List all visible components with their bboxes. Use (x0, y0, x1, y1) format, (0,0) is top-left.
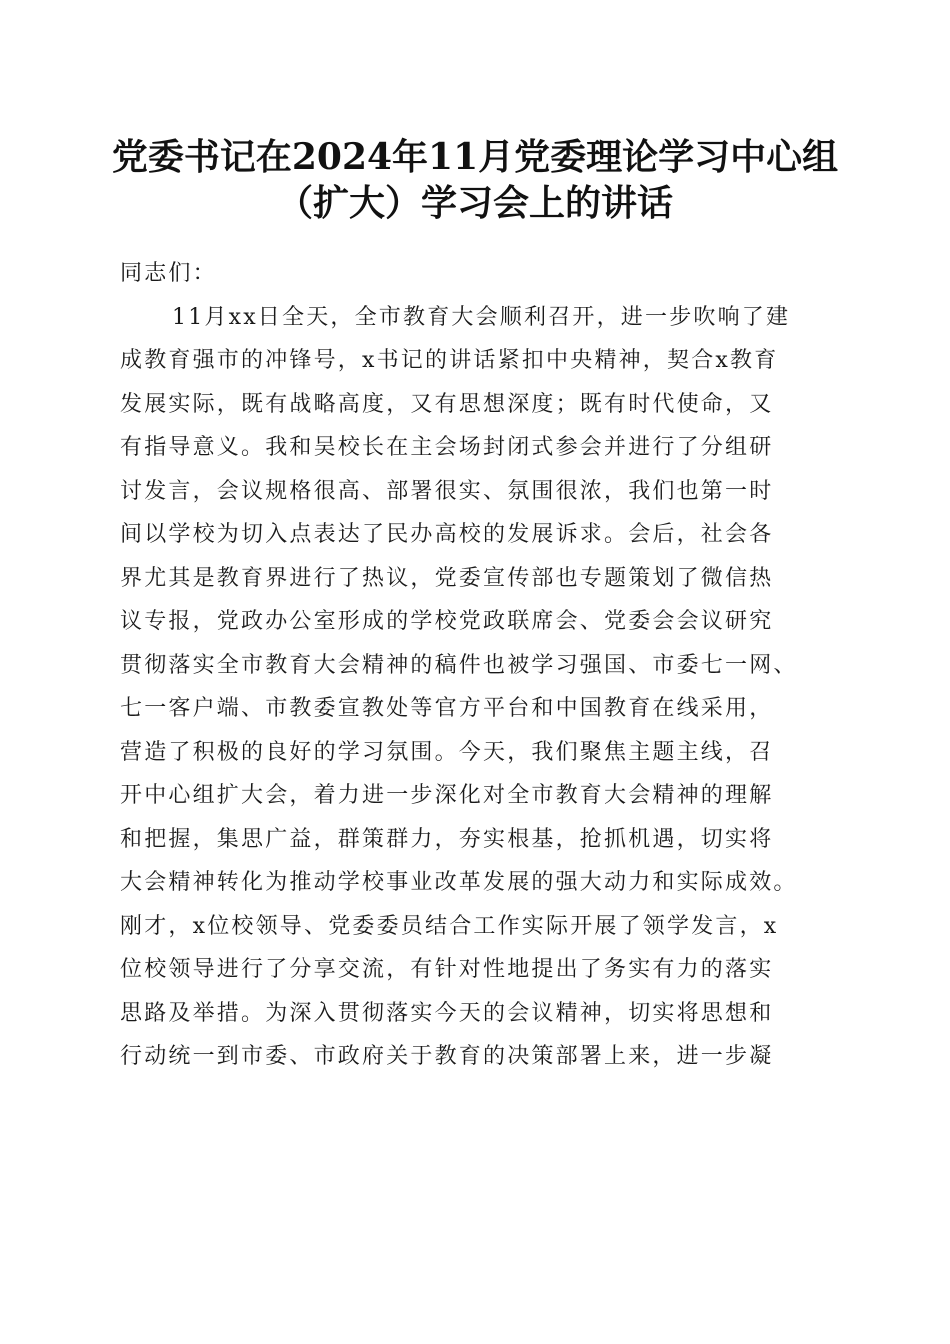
title-line-2: （扩大）学习会上的讲话 (276, 182, 673, 224)
paragraph-line: 有指导意义。我和吴校长在主会场封闭式参会并进行了分组研 (120, 435, 774, 460)
paragraph-line: 思路及举措。为深入贯彻落实今天的会议精神，切实将思想和 (120, 1000, 774, 1026)
paragraph-line: 位校领导进行了分享交流，有针对性地提出了务实有力的落实 (120, 957, 774, 982)
paragraph-line: 大会精神转化为推动学校事业改革发展的强大动力和实际成效。 (120, 870, 798, 895)
document-title (60, 134, 890, 226)
paragraph-line: 开中心组扩大会，着力进一步深化对全市教育大会精神的理解 (120, 783, 774, 808)
paragraph-line: 七一客户端、市教委宣教处等官方平台和中国教育在线采用， (120, 696, 774, 721)
paragraph-line: 成教育强市的冲锋号，x书记的讲话紧扣中央精神，契合x教育 (120, 348, 779, 373)
paragraph-line: 11月xx日全天，全市教育大会顺利召开，进一步吹响了建 (172, 304, 791, 330)
paragraph-line: 界尤其是教育界进行了热议，党委宣传部也专题策划了微信热 (120, 565, 774, 591)
document-body (120, 252, 840, 1079)
paragraph-line: 营造了积极的良好的学习氛围。今天，我们聚焦主题主线，召 (120, 739, 774, 765)
paragraph-line: 间以学校为切入点表达了民办高校的发展诉求。会后，社会各 (120, 522, 774, 547)
paragraph-line: 刚才，x位校领导、党委委员结合工作实际开展了领学发言，x (120, 913, 779, 939)
paragraph-line: 发展实际，既有战略高度，又有思想深度；既有时代使命，又 (120, 391, 774, 417)
paragraph-line: 贯彻落实全市教育大会精神的稿件也被学习强国、市委七一网、 (120, 652, 798, 678)
paragraph-line: 行动统一到市委、市政府关于教育的决策部署上来，进一步凝 (120, 1044, 774, 1069)
salutation: 同志们： (120, 261, 217, 286)
paragraph-line: 议专报，党政办公室形成的学校党政联席会、党委会会议研究 (120, 609, 774, 634)
paragraph-line: 和把握，集思广益，群策群力，夯实根基，抢抓机遇，切实将 (120, 826, 774, 852)
paragraph-line: 讨发言，会议规格很高、部署很实、氛围很浓，我们也第一时 (120, 478, 774, 504)
title-line-1: 党委书记在2024年11月党委理论学习中心组 (111, 136, 839, 178)
